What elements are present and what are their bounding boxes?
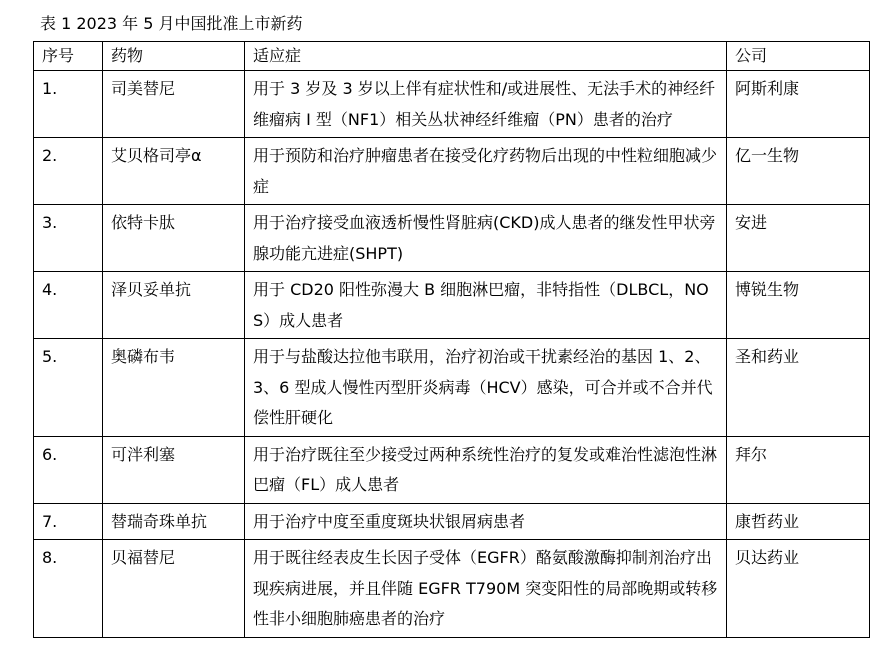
cell-no: 5. [34, 339, 103, 437]
cell-drug: 可泮利塞 [103, 436, 245, 503]
cell-drug: 替瑞奇珠单抗 [103, 503, 245, 540]
cell-company: 康哲药业 [727, 503, 870, 540]
cell-company: 安进 [727, 205, 870, 272]
cell-company: 贝达药业 [727, 540, 870, 638]
cell-drug: 司美替尼 [103, 71, 245, 138]
cell-no: 7. [34, 503, 103, 540]
table-row [34, 205, 870, 272]
table-caption: 表 1 2023 年 5 月中国批准上市新药 [40, 14, 303, 33]
cell-indication: 用于预防和治疗肿瘤患者在接受化疗药物后出现的中性粒细胞减少症 [245, 138, 727, 205]
cell-indication: 用于 CD20 阳性弥漫大 B 细胞淋巴瘤，非特指性（DLBCL，NOS）成人患者 [245, 272, 727, 339]
cell-company: 阿斯利康 [727, 71, 870, 138]
cell-company: 博锐生物 [727, 272, 870, 339]
table-row [34, 138, 870, 205]
cell-indication: 用于治疗接受血液透析慢性肾脏病(CKD)成人患者的继发性甲状旁腺功能亢进症(SHPT) [245, 205, 727, 272]
cell-indication: 用于 3 岁及 3 岁以上伴有症状性和/或进展性、无法手术的神经纤维瘤病 I 型（NF1）相关丛状神经纤维瘤（PN）患者的治疗 [245, 71, 727, 138]
header-no: 序号 [34, 42, 103, 71]
cell-no: 4. [34, 272, 103, 339]
cell-company: 亿一生物 [727, 138, 870, 205]
cell-drug: 奥磷布韦 [103, 339, 245, 437]
table-row [34, 272, 870, 339]
header-row [34, 42, 870, 71]
cell-no: 6. [34, 436, 103, 503]
header-indication: 适应症 [245, 42, 727, 71]
table-header [34, 42, 870, 71]
table-row [34, 503, 870, 540]
cell-no: 2. [34, 138, 103, 205]
cell-drug: 依特卡肽 [103, 205, 245, 272]
cell-company: 圣和药业 [727, 339, 870, 437]
header-drug: 药物 [103, 42, 245, 71]
table-row [34, 540, 870, 638]
cell-indication: 用于既往经表皮生长因子受体（EGFR）酪氨酸激酶抑制剂治疗出现疾病进展，并且伴随 EGFR T790M 突变阳性的局部晚期或转移性非小细胞肺癌患者的治疗 [245, 540, 727, 638]
cell-indication: 用于与盐酸达拉他韦联用，治疗初治或干扰素经治的基因 1、2、3、6 型成人慢性丙型肝炎病毒（HCV）感染，可合并或不合并代偿性肝硬化 [245, 339, 727, 437]
table-row [34, 339, 870, 437]
cell-no: 8. [34, 540, 103, 638]
cell-drug: 泽贝妥单抗 [103, 272, 245, 339]
cell-indication: 用于治疗中度至重度斑块状银屑病患者 [245, 503, 727, 540]
cell-drug: 贝福替尼 [103, 540, 245, 638]
table-row [34, 436, 870, 503]
cell-no: 3. [34, 205, 103, 272]
table-body [34, 71, 870, 638]
header-company: 公司 [727, 42, 870, 71]
cell-indication: 用于治疗既往至少接受过两种系统性治疗的复发或难治性滤泡性淋巴瘤（FL）成人患者 [245, 436, 727, 503]
cell-company: 拜尔 [727, 436, 870, 503]
table-row [34, 71, 870, 138]
drug-table [33, 41, 870, 638]
cell-drug: 艾贝格司亭α [103, 138, 245, 205]
cell-no: 1. [34, 71, 103, 138]
